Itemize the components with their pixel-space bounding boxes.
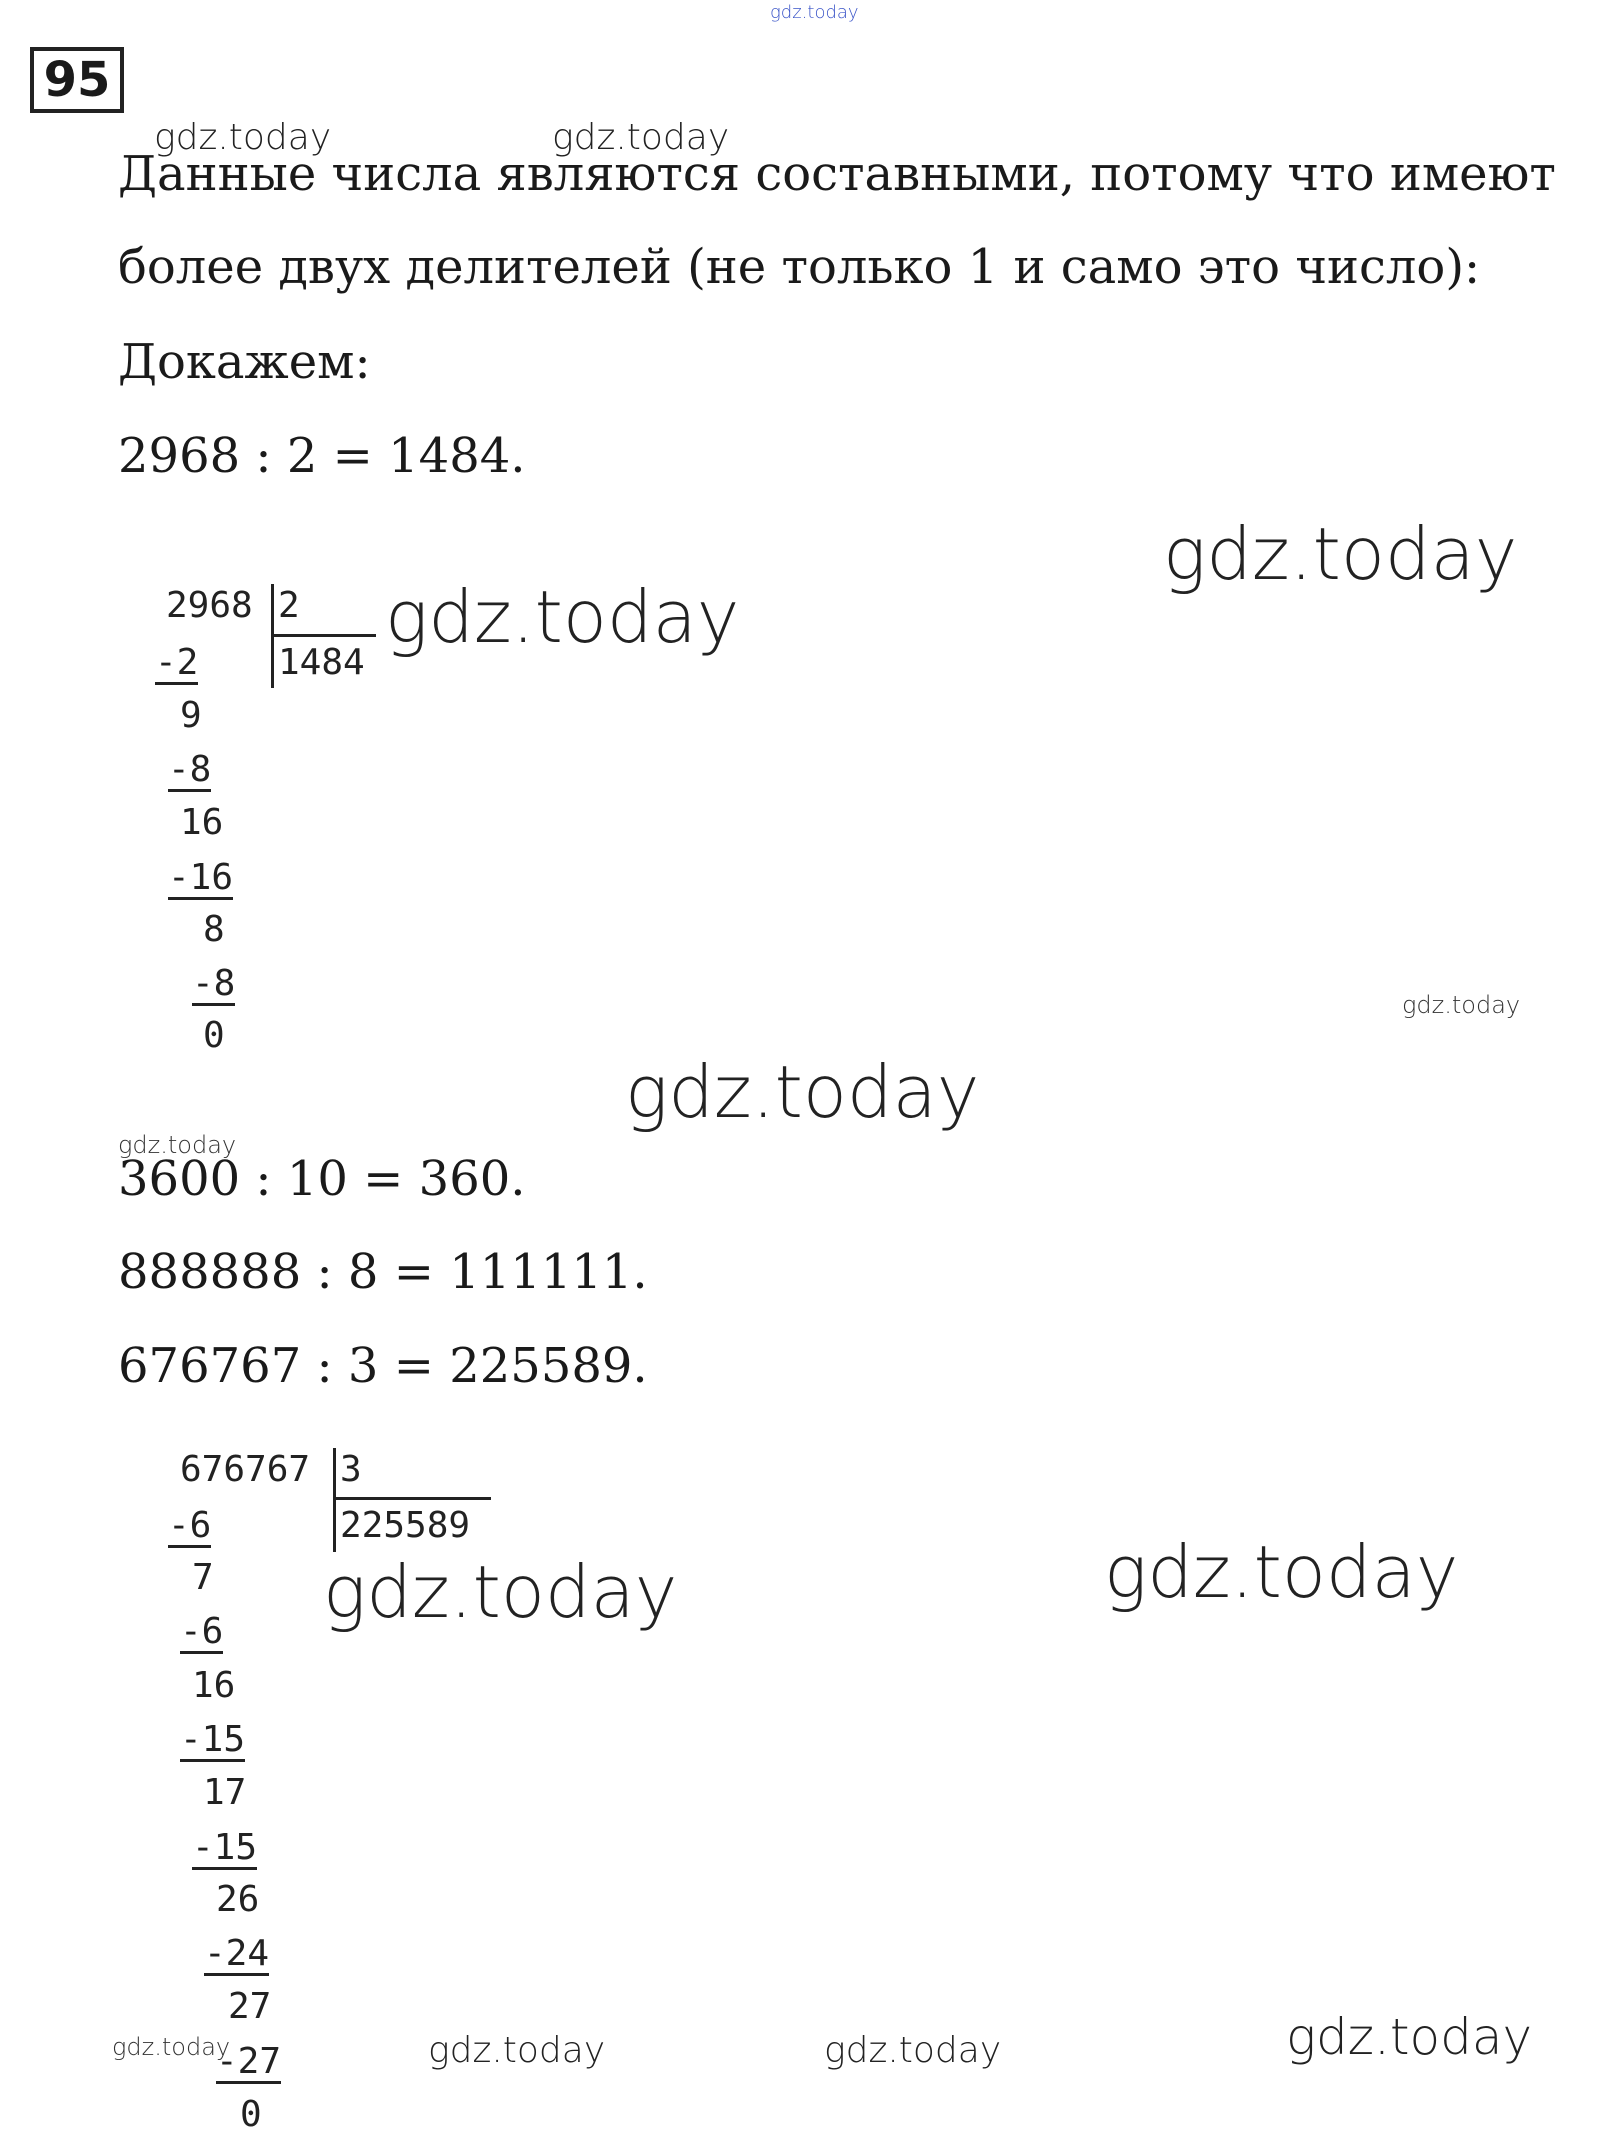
equation-3: 676767 : 3 = 225589. <box>118 1338 648 1394</box>
division2-quotient: 225589 <box>340 1505 471 1546</box>
division2-divisor: 3 <box>340 1449 362 1490</box>
division2-step: -27 <box>216 2041 282 2082</box>
division2-step: 27 <box>228 1986 272 2027</box>
watermark: gdz.today <box>824 2030 1002 2071</box>
division2-vertical-bar <box>333 1448 336 1552</box>
watermark: gdz.today <box>625 1050 980 1134</box>
watermark: gdz.today <box>154 117 332 158</box>
division2-step: 17 <box>203 1772 247 1813</box>
division1-step: -8 <box>192 963 236 1004</box>
division1-step: 16 <box>180 802 224 843</box>
watermark: gdz.today <box>118 1131 237 1159</box>
text-line-2: более двух делителей (не только 1 и само это число): <box>118 239 1481 295</box>
division2-step: -15 <box>180 1719 246 1760</box>
watermark: gdz.today <box>428 2030 606 2071</box>
watermark: gdz.today <box>1163 512 1518 596</box>
division1-step: 9 <box>180 695 202 736</box>
division2-horizontal-bar <box>333 1497 491 1500</box>
watermark: gdz.today <box>112 2033 231 2061</box>
watermark: gdz.today <box>385 575 740 659</box>
division2-step: -15 <box>192 1827 258 1868</box>
text-line-1: Данные числа являются составными, потому что имеют <box>118 146 1556 202</box>
watermark: gdz.today <box>770 2 859 23</box>
division1-step: -8 <box>168 749 212 790</box>
text-line-4: 2968 : 2 = 1484. <box>118 428 526 484</box>
division1-step: -16 <box>168 857 234 898</box>
division2-step: -6 <box>168 1505 212 1546</box>
watermark: gdz.today <box>1402 991 1521 1019</box>
division1-step: 0 <box>203 1015 225 1056</box>
division2-step: 26 <box>216 1879 260 1920</box>
division2-step: 7 <box>192 1557 214 1598</box>
division1-dividend: 2968 <box>166 585 253 626</box>
equation-1: 3600 : 10 = 360. <box>118 1151 526 1207</box>
division1-divisor: 2 <box>278 585 300 626</box>
equation-2: 888888 : 8 = 111111. <box>118 1244 648 1300</box>
watermark: gdz.today <box>323 1550 678 1634</box>
division2-step: -24 <box>204 1933 270 1974</box>
division2-step: 0 <box>240 2094 262 2135</box>
text-line-3: Докажем: <box>118 334 371 390</box>
division1-quotient: 1484 <box>278 642 365 683</box>
division1-step: -2 <box>155 642 199 683</box>
watermark: gdz.today <box>552 117 730 158</box>
division2-dividend: 676767 <box>180 1449 311 1490</box>
division1-step: 8 <box>203 909 225 950</box>
division1-horizontal-bar <box>271 634 376 637</box>
problem-number: 95 <box>30 47 124 113</box>
division2-step: -6 <box>180 1611 224 1652</box>
watermark: gdz.today <box>1104 1530 1459 1614</box>
division2-step: 16 <box>192 1665 236 1706</box>
watermark: gdz.today <box>1286 2008 1533 2066</box>
